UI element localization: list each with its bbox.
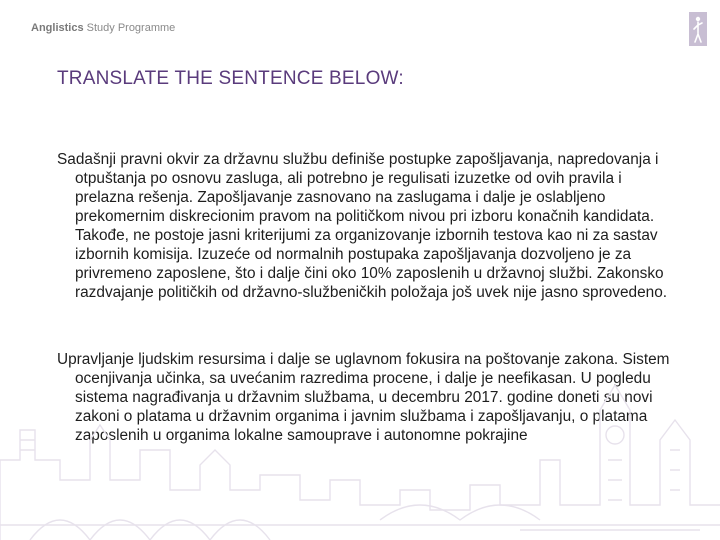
slide-title: TRANSLATE THE SENTENCE BELOW: bbox=[57, 68, 404, 89]
figure-logo-icon bbox=[689, 12, 707, 46]
brand-name: Anglistics bbox=[31, 22, 84, 34]
paragraph-1: Sadašnji pravni okvir za državnu službu definiše postupke zapošljavanja, napredovanja i otpuštanja po osnovu zasluga, ali potrebno je regulisati izuzetke od ovih pravila i prelazna rešenja. Zapošljavanje zasnovano na zaslugama i dalje je oslabljeno prekomernim diskrecionim pravom na političkom nivou pri izboru konačnih kandidata. Takođe, ne postoje jasni kriterijumi za organizovanje izbornih testova kao ni za sastav izbornih komisija. Izuzeće od normalnih postupaka zapošljavanja dozvoljeno je za privremeno zaposlene, što i dalje čini oko 10% zaposlenih u državnoj službi. Zakonsko razdvajanje političkih od državno-službeničkih položaja još uvek nije jasno sprovedeno. bbox=[57, 151, 668, 301]
paragraph-2: Upravljanje ljudskim resursima i dalje se uglavnom fokusira na poštovanje zakona. Sistem ocenjivanja učinka, sa uvećanim razredima procene, i dalje je neefikasan. U pogledu sistema nagrađivanja u državnim službama, u decembru 2017. godine doneti su novi zakoni o platama u državnim organima i javnim službama i zapošljavanju, o platama zaposlenih u organima lokalne samouprave i autonomne pokrajine bbox=[57, 351, 670, 444]
brand-label bbox=[31, 22, 175, 34]
logo-tab bbox=[689, 12, 707, 46]
brand-subtitle: Study Programme bbox=[83, 22, 176, 34]
